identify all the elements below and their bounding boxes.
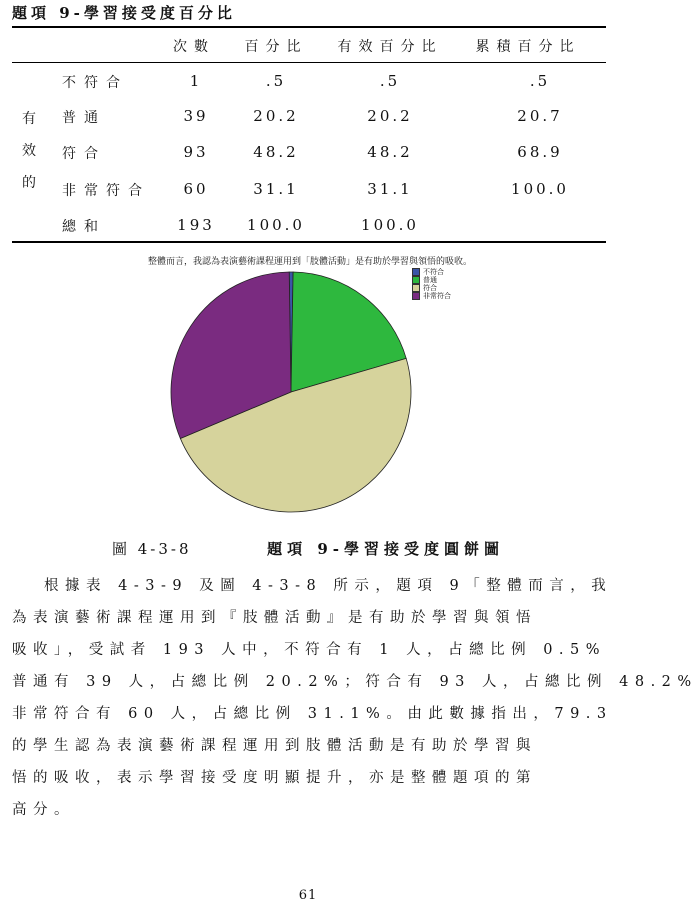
cell-percent: 31.1 bbox=[253, 180, 299, 198]
figure-number: 圖 4-3-8 bbox=[112, 540, 192, 558]
header-valid-percent: 有效百分比 bbox=[337, 39, 443, 55]
paragraph-line: 吸收」，受試者 193 人中，不符合有 1 人，占總比例 0.5% bbox=[12, 642, 607, 658]
table-bottom-rule bbox=[12, 241, 606, 243]
table-caption: 題項 9-學習接受度百分比 bbox=[12, 4, 236, 22]
cell-valid-percent: 31.1 bbox=[367, 180, 413, 198]
cell-cumulative: 20.7 bbox=[517, 107, 563, 125]
total-count: 193 bbox=[177, 216, 215, 234]
cell-valid-percent: 48.2 bbox=[367, 143, 413, 161]
legend-label: 符合 bbox=[423, 284, 437, 292]
legend-label: 非常符合 bbox=[423, 292, 451, 300]
cell-percent: 20.2 bbox=[253, 107, 299, 125]
row-label: 符合 bbox=[62, 146, 106, 162]
total-label: 總和 bbox=[62, 219, 106, 235]
table-header-rule bbox=[12, 62, 606, 63]
cell-cumulative: 68.9 bbox=[517, 143, 563, 161]
cell-valid-percent: .5 bbox=[379, 72, 401, 90]
group-label-char: 的 bbox=[22, 175, 36, 191]
cell-count: 1 bbox=[189, 72, 203, 90]
table-top-rule bbox=[12, 26, 606, 28]
cell-count: 39 bbox=[183, 107, 209, 125]
chart-title: 整體而言，我認為表演藝術課程運用到「肢體活動」是有助於學習與領悟的吸收。 bbox=[148, 257, 473, 267]
paragraph-line: 悟的吸收，表示學習接受度明顯提升，亦是整體題項的第 bbox=[12, 770, 537, 786]
legend-label: 不符合 bbox=[423, 268, 444, 276]
cell-percent: .5 bbox=[265, 72, 287, 90]
paragraph-line: 根據表 4-3-9 及圖 4-3-8 所示，題項 9「整體而言，我 bbox=[44, 578, 613, 594]
header-percent: 百分比 bbox=[244, 39, 308, 55]
figure-title: 題項 9-學習接受度圓餅圖 bbox=[267, 540, 504, 558]
cell-cumulative: 100.0 bbox=[511, 180, 569, 198]
cell-percent: 48.2 bbox=[253, 143, 299, 161]
pie-svg bbox=[148, 246, 510, 522]
header-count: 次數 bbox=[173, 39, 215, 55]
legend-swatch bbox=[412, 284, 420, 292]
row-label: 不符合 bbox=[62, 75, 128, 91]
total-percent: 100.0 bbox=[247, 216, 305, 234]
legend-item bbox=[412, 292, 451, 300]
legend-swatch bbox=[412, 268, 420, 276]
cell-cumulative: .5 bbox=[529, 72, 551, 90]
cell-count: 60 bbox=[183, 180, 209, 198]
figure-caption bbox=[0, 538, 616, 559]
page-number: 61 bbox=[298, 888, 318, 903]
row-label: 非常符合 bbox=[62, 183, 150, 199]
paragraph-line: 為表演藝術課程運用到『肢體活動』是有助於學習與領悟 bbox=[12, 610, 537, 626]
row-label: 普通 bbox=[62, 110, 106, 126]
group-label-char: 有 bbox=[22, 111, 36, 127]
cell-count: 93 bbox=[183, 143, 209, 161]
cell-valid-percent: 20.2 bbox=[367, 107, 413, 125]
legend-swatch bbox=[412, 292, 420, 300]
total-valid-percent: 100.0 bbox=[361, 216, 419, 234]
chart-legend bbox=[412, 268, 451, 300]
paragraph-line: 非常符合有 60 人，占總比例 31.1%。由此數據指出，79.3 bbox=[12, 706, 613, 722]
header-cumulative-percent: 累積百分比 bbox=[475, 39, 581, 55]
paragraph-line: 普通有 39 人，占總比例 20.2%；符合有 93 人，占總比例 48.2% bbox=[12, 674, 698, 690]
legend-label: 普通 bbox=[423, 276, 437, 284]
pie-chart bbox=[148, 246, 510, 522]
legend-swatch bbox=[412, 276, 420, 284]
group-label-char: 效 bbox=[22, 143, 36, 159]
paragraph-line: 高分。 bbox=[12, 802, 75, 818]
paragraph-line: 的學生認為表演藝術課程運用到肢體活動是有助於學習與 bbox=[12, 738, 537, 754]
